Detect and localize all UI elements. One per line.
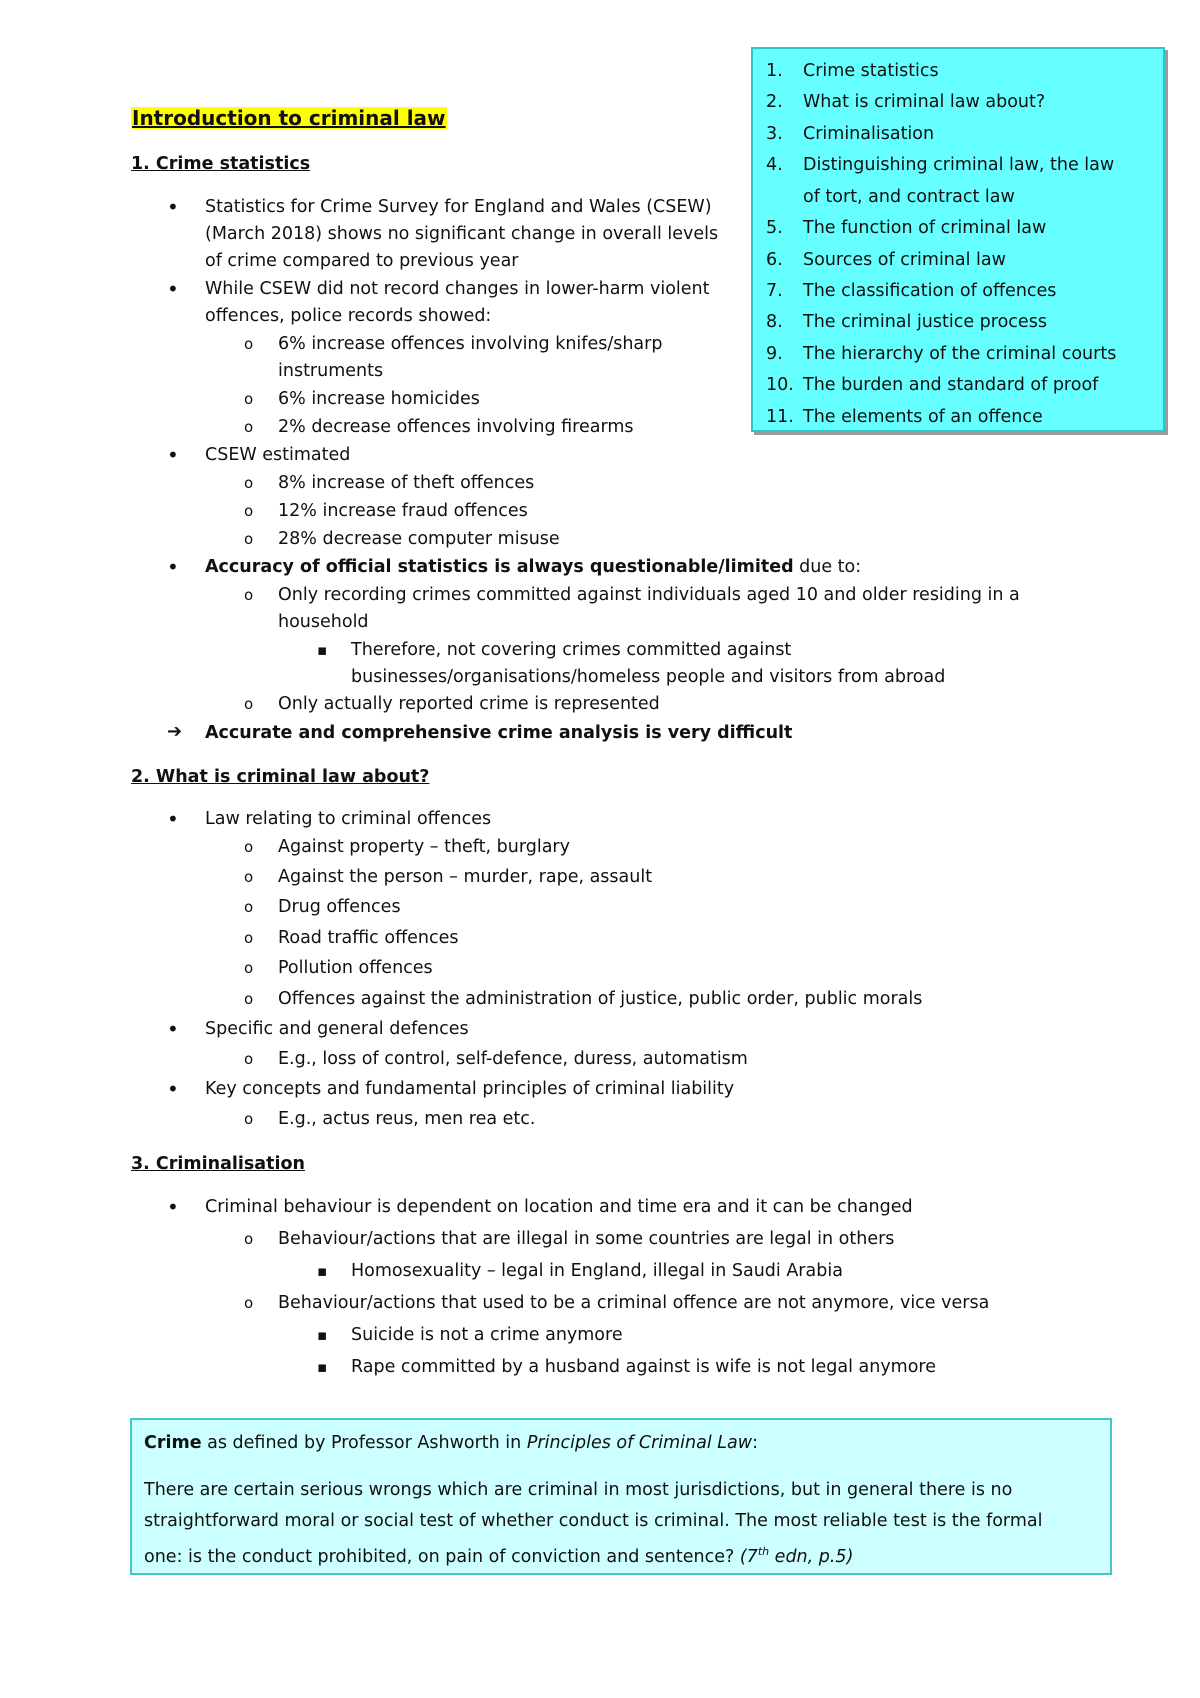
sub-bullet-item: o Against property – theft, burglary [278, 836, 570, 858]
toc-item: 7. The classification of offences [766, 281, 1057, 301]
sub-bullet-item: o Pollution offences [278, 957, 433, 979]
bullet-item: • Accuracy of official statistics is always questionable/limited due to: [205, 556, 861, 578]
sub-bullet-item: o 6% increase homicides [278, 388, 480, 410]
bullet-item: • While CSEW did not record changes in lower-harm violent [205, 278, 709, 300]
bullet-item: • Criminal behaviour is dependent on location and time era and it can be changed [205, 1196, 913, 1218]
toc-number: 10. [766, 375, 794, 395]
definition-quote-line: straightforward moral or social test of whether conduct is criminal. The most reliable test is the formal [144, 1511, 1043, 1531]
definition-intro: Crime as defined by Professor Ashworth in Principles of Criminal Law: [144, 1433, 758, 1453]
bold-phrase: Accuracy of official statistics is always questionable/limited [205, 557, 794, 577]
bullet-item-continuation: of crime compared to previous year [205, 251, 519, 271]
sub-bullet-item: o Offences against the administration of justice, public order, public morals [278, 988, 922, 1010]
toc-number: 5. [766, 218, 783, 238]
bullet-item: • Statistics for Crime Survey for England and Wales (CSEW) [205, 196, 712, 218]
sub-bullet-item: o Against the person – murder, rape, assault [278, 866, 652, 888]
sub-bullet-continuation: instruments [278, 361, 384, 381]
definition-quote-line: There are certain serious wrongs which are criminal in most jurisdictions, but in general there is no [144, 1480, 1013, 1500]
page-title: Introduction to criminal law [132, 106, 446, 130]
sub-bullet-item: o Behaviour/actions that are illegal in some countries are legal in others [278, 1228, 894, 1250]
sub-sub-bullet-item: ▪ Therefore, not covering crimes committed against [351, 639, 791, 661]
sub-sub-bullet-continuation: businesses/organisations/homeless people and visitors from abroad [351, 667, 946, 687]
toc-number: 1. [766, 61, 783, 81]
bullet-item: • CSEW estimated [205, 444, 350, 466]
book-title: Principles of Criminal Law [526, 1433, 753, 1453]
toc-item: 5. The function of criminal law [766, 218, 1047, 238]
sub-bullet-item: o E.g., loss of control, self-defence, duress, automatism [278, 1048, 748, 1070]
toc-number: 4. [766, 155, 783, 175]
sub-bullet-item: o Only recording crimes committed against individuals aged 10 and older residing in a [278, 584, 1020, 606]
sub-bullet-item: o 8% increase of theft offences [278, 472, 534, 494]
toc-item: 8. The criminal justice process [766, 312, 1047, 332]
bullet-item: • Specific and general defences [205, 1018, 469, 1040]
section-1-heading: 1. Crime statistics [131, 154, 311, 174]
sub-bullet-item: o 12% increase fraud offences [278, 500, 528, 522]
definition-term: Crime [144, 1433, 202, 1453]
conclusion-arrow-item: ➔ Accurate and comprehensive crime analysis is very difficult [205, 722, 792, 744]
toc-item: 4. Distinguishing criminal law, the law [766, 155, 1115, 175]
section-2-heading: 2. What is criminal law about? [131, 767, 430, 787]
definition-quote-line: one: is the conduct prohibited, on pain of conviction and sentence? (7th edn, p.5) [144, 1545, 854, 1567]
sub-bullet-continuation: household [278, 612, 369, 632]
toc-number: 3. [766, 124, 783, 144]
sub-bullet-item: o E.g., actus reus, men rea etc. [278, 1108, 535, 1130]
sub-bullet-item: o Drug offences [278, 896, 401, 918]
bullet-item: • Law relating to criminal offences [205, 808, 491, 830]
toc-item: 3. Criminalisation [766, 124, 935, 144]
sub-bullet-item: o Behaviour/actions that used to be a criminal offence are not anymore, vice versa [278, 1292, 989, 1314]
definition-callout [130, 1418, 1112, 1575]
toc-item-continuation: of tort, and contract law [803, 187, 1015, 207]
toc-number: 11. [766, 407, 794, 427]
sub-sub-bullet-item: ▪ Rape committed by a husband against is wife is not legal anymore [351, 1356, 936, 1378]
sub-bullet-item: o Only actually reported crime is represented [278, 693, 660, 715]
toc-item: 6. Sources of criminal law [766, 250, 1006, 270]
toc-number: 8. [766, 312, 783, 332]
toc-number: 2. [766, 92, 783, 112]
bullet-item: • Key concepts and fundamental principles of criminal liability [205, 1078, 734, 1100]
sub-bullet-item: o 2% decrease offences involving firearms [278, 416, 634, 438]
sub-sub-bullet-item: ▪ Suicide is not a crime anymore [351, 1324, 623, 1346]
bullet-item-continuation: offences, police records showed: [205, 306, 492, 326]
toc-item: 10. The burden and standard of proof [766, 375, 1099, 395]
toc-number: 9. [766, 344, 783, 364]
sub-bullet-item: o 6% increase offences involving knifes/sharp [278, 333, 662, 355]
table-of-contents-box [751, 47, 1165, 432]
sub-bullet-item: o 28% decrease computer misuse [278, 528, 560, 550]
toc-number: 6. [766, 250, 783, 270]
section-3-heading: 3. Criminalisation [131, 1154, 305, 1174]
sub-bullet-item: o Road traffic offences [278, 927, 459, 949]
toc-item: 2. What is criminal law about? [766, 92, 1046, 112]
toc-item: 1. Crime statistics [766, 61, 939, 81]
toc-item: 11. The elements of an offence [766, 407, 1043, 427]
sub-sub-bullet-item: ▪ Homosexuality – legal in England, illegal in Saudi Arabia [351, 1260, 843, 1282]
citation: (7th edn, p.5) [739, 1545, 854, 1567]
toc-item: 9. The hierarchy of the criminal courts [766, 344, 1117, 364]
bullet-item-continuation: (March 2018) shows no significant change in overall levels [205, 224, 719, 244]
toc-number: 7. [766, 281, 783, 301]
